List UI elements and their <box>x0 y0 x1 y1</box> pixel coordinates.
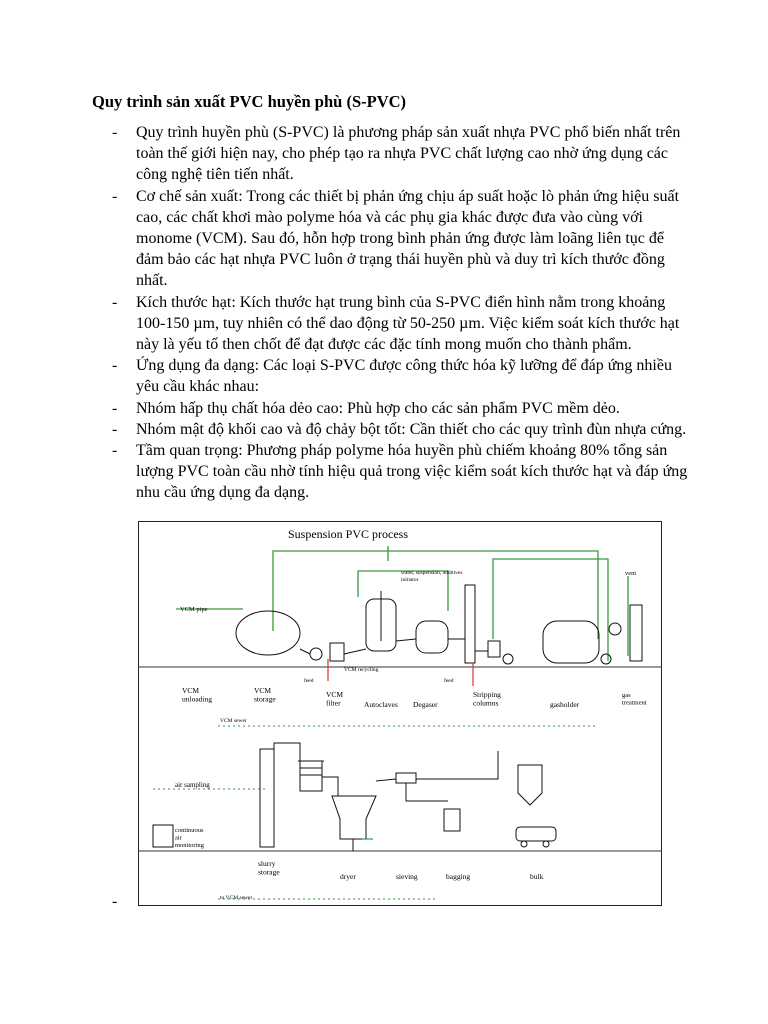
process-diagram <box>138 521 662 906</box>
heat-exchanger <box>488 641 500 657</box>
diagram-frame <box>139 522 662 906</box>
slurry-storage-tank <box>260 749 274 847</box>
recycling-label: VCM recycling <box>344 667 379 673</box>
initiator-label: initiator <box>401 577 419 583</box>
pump <box>310 648 322 660</box>
list-item: - Kích thước hạt: Kích thước hạt trung bình của S-PVC điển hình nằm trong khoảng 100-150 µm, tuy nhiên có thể dao động từ 50-250 µm. Việc kiểm soát kích thước hạt này là yếu tố then chốt để đạt được các đặc tính mong muốn cho thành phẩm. <box>112 293 680 354</box>
list-item: - Tầm quan trọng: Phương pháp polyme hóa huyền phù chiếm khoảng 80% tổng sản lượng PVC toàn cầu nhờ tính hiệu quả trong việc kiểm soát kích thước hạt và đáp ứng nhu cầu ứng dụng đa dạng. <box>112 442 688 502</box>
air-monitoring-label: continuous air monitoring <box>175 827 204 849</box>
dryer <box>332 796 376 839</box>
vcm-pipe-label: VCM pipe <box>180 606 208 613</box>
degaser-label: Degaser <box>413 700 438 709</box>
vcm-unloading-label: VCM unloading <box>182 686 212 704</box>
bulk-truck <box>516 827 556 841</box>
gasholder-label: gasholder <box>550 700 580 709</box>
bullet-list <box>112 122 692 504</box>
bagging-unit <box>444 809 460 831</box>
additive-label: water, suspension, additives <box>401 570 463 576</box>
to-vcm-sewer-label: to VCM sewer <box>220 895 253 901</box>
vcm-storage-tank <box>236 611 300 655</box>
degaser <box>416 621 448 653</box>
bulk-silo <box>518 765 542 805</box>
vcm-storage-label: VCM storage <box>254 686 276 704</box>
vent-label: vent <box>625 570 637 577</box>
gas-treatment-column <box>630 605 642 661</box>
diagram-title: Suspension PVC process <box>288 527 409 541</box>
bulk-label: bulk <box>530 872 544 881</box>
list-item: - Ứng dụng đa dạng: Các loại S-PVC được công thức hóa kỹ lưỡng để đáp ứng nhiều yêu cầu khác nhau: <box>112 357 672 396</box>
vcm-sewer-label: VCM sewer <box>220 718 247 724</box>
sieving-label: sieving <box>396 872 418 881</box>
vcm-filter-label: VCM filter <box>326 690 344 708</box>
air-sampling-label: air sampling <box>175 781 210 789</box>
gas-treatment-label: gas treatment <box>622 692 647 707</box>
feed-label: feed <box>444 678 454 684</box>
list-item: - Nhóm mật độ khối cao và độ chảy bột tốt: Cần thiết cho các quy trình đùn nhựa cứng. <box>112 420 687 438</box>
list-item: - Nhóm hấp thụ chất hóa dẻo cao: Phù hợp cho các sản phẩm PVC mềm dẻo. <box>112 399 620 417</box>
gasholder <box>543 621 599 663</box>
page-title: Quy trình sản xuất PVC huyền phù (S-PVC) <box>92 92 407 111</box>
pump <box>601 654 611 664</box>
vcm-filter <box>330 643 344 661</box>
stripping-column <box>465 585 475 663</box>
vcm-recycle-lines <box>176 546 628 661</box>
feed-label: feed <box>304 678 314 684</box>
sieve <box>396 773 416 783</box>
pump <box>503 654 513 664</box>
autoclaves-label: Autoclaves <box>364 700 398 709</box>
fan <box>609 623 621 635</box>
empty-bullet: - <box>112 893 118 910</box>
dryer-label: dryer <box>340 872 356 881</box>
slurry-storage-label: slurry storage <box>258 859 280 877</box>
list-item: - Cơ chế sản xuất: Trong các thiết bị phản ứng chịu áp suất hoặc lò phản ứng hiệu suất cao, các chất khơi mào polyme hóa và các phụ gia khác được đưa vào cùng với monome (VCM). Sau đó, hỗn hợp trong bình phản ứng được làm loãng liên tục để đảm bảo các hạt nhựa PVC luôn ở trạng thái huyền phù và duy trì kích thước đồng nhất. <box>112 187 680 290</box>
list-item: - Quy trình huyền phù (S-PVC) là phương pháp sản xuất nhựa PVC phổ biến nhất trên toàn thế giới hiện nay, cho phép tạo ra nhựa PVC chất lượng cao nhờ ứng dụng các công nghệ tiên tiến nhất. <box>112 124 681 184</box>
bagging-label: bagging <box>446 872 471 881</box>
centrifuge <box>300 761 322 791</box>
stripping-label: Stripping columns <box>473 690 501 708</box>
air-monitor <box>153 825 173 847</box>
